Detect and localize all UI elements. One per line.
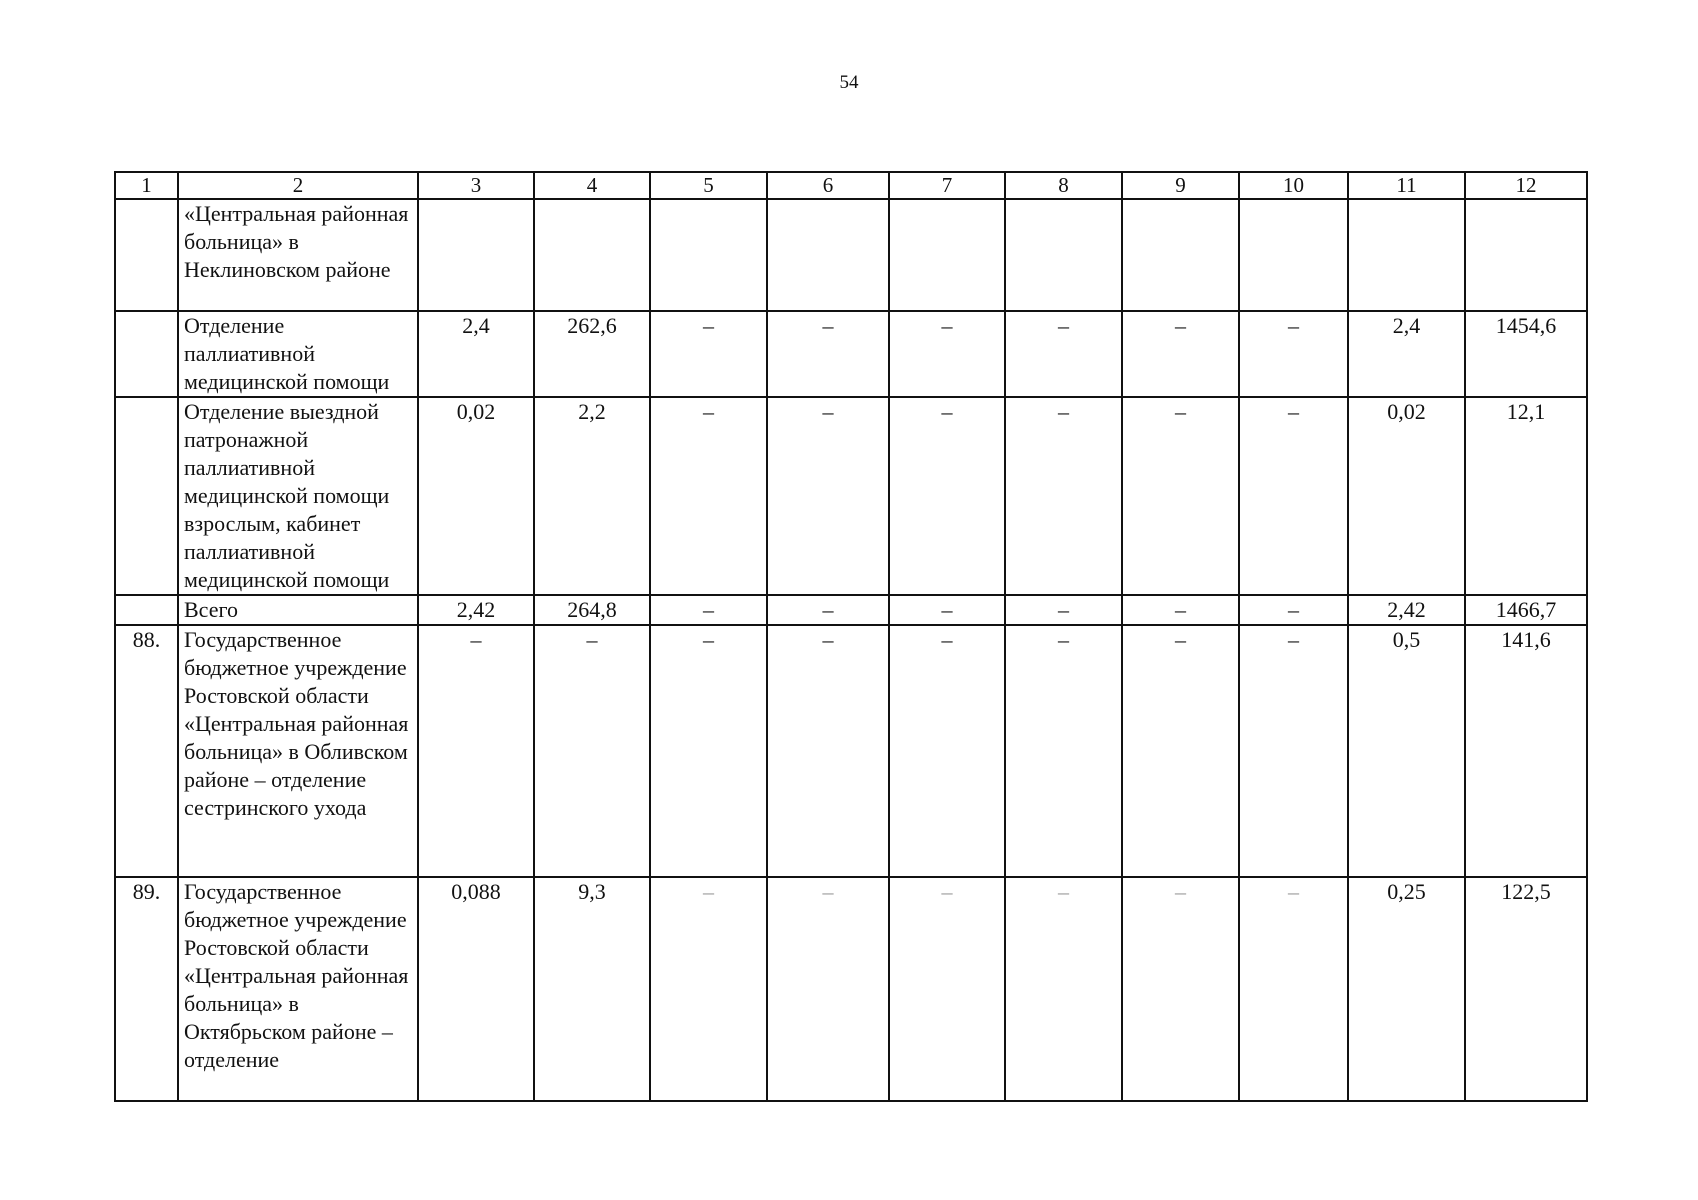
column-number-header: 12 (1465, 172, 1587, 199)
value-cell: – (650, 595, 767, 625)
column-number-header: 7 (889, 172, 1005, 199)
value-cell: – (1122, 311, 1239, 397)
value-cell: 262,6 (534, 311, 650, 397)
value-cell: – (1122, 625, 1239, 877)
value-cell (650, 199, 767, 311)
value-cell: – (1239, 625, 1348, 877)
table-row (115, 877, 1587, 1101)
value-cell: – (1005, 595, 1122, 625)
column-number-header: 5 (650, 172, 767, 199)
value-cell: 2,4 (418, 311, 534, 397)
value-cell: 122,5 (1465, 877, 1587, 1101)
column-number-header: 8 (1005, 172, 1122, 199)
value-cell: – (1005, 311, 1122, 397)
column-number-header: 4 (534, 172, 650, 199)
value-cell: 141,6 (1465, 625, 1587, 877)
value-cell: – (889, 311, 1005, 397)
value-cell (534, 199, 650, 311)
value-cell: – (889, 397, 1005, 595)
row-number-cell (115, 397, 178, 595)
value-cell: – (767, 625, 889, 877)
value-cell: – (767, 311, 889, 397)
row-name-cell: Всего (178, 595, 418, 625)
value-cell (1465, 199, 1587, 311)
table-row (115, 311, 1587, 397)
value-cell: 264,8 (534, 595, 650, 625)
value-cell: 2,2 (534, 397, 650, 595)
table-row (115, 625, 1587, 877)
value-cell: 0,088 (418, 877, 534, 1101)
value-cell: 0,5 (1348, 625, 1465, 877)
value-cell: – (1239, 595, 1348, 625)
value-cell: 0,25 (1348, 877, 1465, 1101)
row-name-cell: Отделение выездной патронажной паллиативной медицинской помощи взрослым, кабинет паллиативной медицинской помощи (178, 397, 418, 595)
value-cell: – (889, 625, 1005, 877)
value-cell: – (1122, 397, 1239, 595)
data-table (114, 171, 1588, 1102)
value-cell (1122, 199, 1239, 311)
value-cell: 2,4 (1348, 311, 1465, 397)
row-name-cell: Отделение паллиативной медицинской помощи (178, 311, 418, 397)
value-cell: – (418, 625, 534, 877)
value-cell: – (889, 595, 1005, 625)
table-row (115, 199, 1587, 311)
value-cell: 0,02 (1348, 397, 1465, 595)
value-cell (1348, 199, 1465, 311)
value-cell: – (1005, 877, 1122, 1101)
value-cell: – (1239, 311, 1348, 397)
row-number-cell: 88. (115, 625, 178, 877)
column-number-header: 2 (178, 172, 418, 199)
value-cell (1005, 199, 1122, 311)
value-cell (767, 199, 889, 311)
value-cell: 12,1 (1465, 397, 1587, 595)
value-cell: – (767, 595, 889, 625)
row-number-cell (115, 595, 178, 625)
value-cell (418, 199, 534, 311)
value-cell: 2,42 (1348, 595, 1465, 625)
table-body (115, 172, 1587, 1101)
value-cell: – (650, 397, 767, 595)
column-number-header: 6 (767, 172, 889, 199)
value-cell: 2,42 (418, 595, 534, 625)
value-cell: – (889, 877, 1005, 1101)
value-cell: 1454,6 (1465, 311, 1587, 397)
value-cell: – (650, 625, 767, 877)
value-cell (1239, 199, 1348, 311)
page-number: 54 (839, 72, 859, 93)
column-number-header: 11 (1348, 172, 1465, 199)
value-cell: 9,3 (534, 877, 650, 1101)
value-cell: – (650, 311, 767, 397)
value-cell: – (1122, 595, 1239, 625)
value-cell: – (1239, 397, 1348, 595)
table-header-row (115, 172, 1587, 199)
column-number-header: 1 (115, 172, 178, 199)
value-cell: 0,02 (418, 397, 534, 595)
column-number-header: 9 (1122, 172, 1239, 199)
row-number-cell (115, 311, 178, 397)
table-row (115, 595, 1587, 625)
table-row (115, 397, 1587, 595)
row-number-cell: 89. (115, 877, 178, 1101)
value-cell: – (767, 877, 889, 1101)
value-cell: – (534, 625, 650, 877)
row-name-cell: Государственное бюджетное учреждение Ростовской области «Центральная районная больница» в Обливском районе – отделение сестринского ухода (178, 625, 418, 877)
column-number-header: 10 (1239, 172, 1348, 199)
value-cell: – (1122, 877, 1239, 1101)
value-cell: – (767, 397, 889, 595)
value-cell: – (650, 877, 767, 1101)
value-cell: – (1239, 877, 1348, 1101)
column-number-header: 3 (418, 172, 534, 199)
value-cell: – (1005, 625, 1122, 877)
row-name-cell: «Центральная районная больница» в Неклиновском районе (178, 199, 418, 311)
value-cell (889, 199, 1005, 311)
row-number-cell (115, 199, 178, 311)
row-name-cell: Государственное бюджетное учреждение Ростовской области «Центральная районная больница» в Октябрьском районе – отделение (178, 877, 418, 1101)
value-cell: 1466,7 (1465, 595, 1587, 625)
value-cell: – (1005, 397, 1122, 595)
